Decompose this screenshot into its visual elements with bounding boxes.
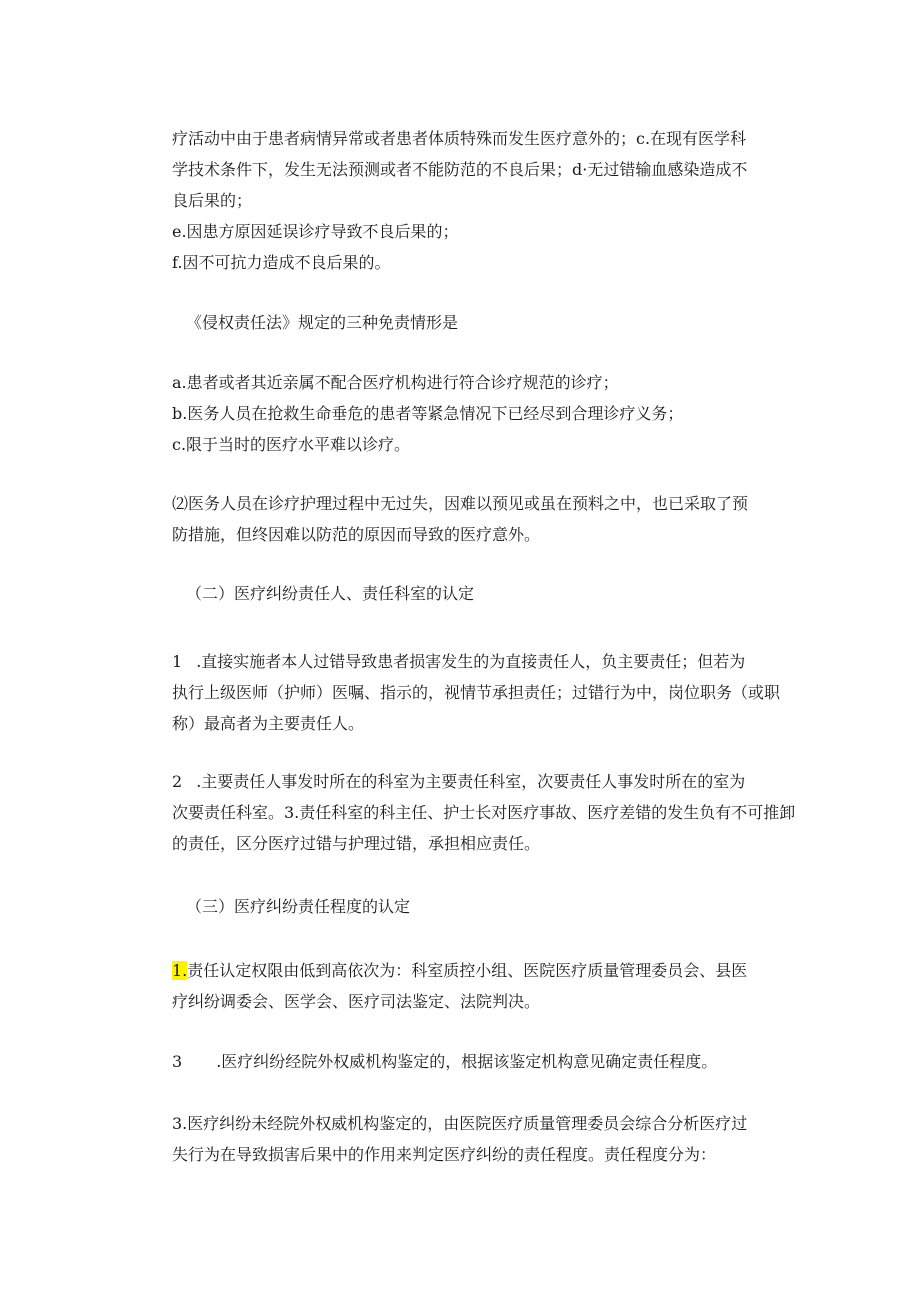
text-line: 3.医疗纠纷未经院外权威机构鉴定的，由医院医疗质量管理委员会综合分析医疗过 bbox=[172, 1114, 748, 1133]
text-line: ⑵医务人员在诊疗护理过程中无过失，因难以预见或虽在预料之中，也已采取了预 bbox=[172, 494, 749, 513]
paragraph-item-1-authority-levels bbox=[172, 955, 792, 1017]
text-line: 1 .直接实施者本人过错导致患者损害发生的为直接责任人，负主要责任；但若为 bbox=[172, 652, 746, 671]
text-line: b.医务人员在抢救生命垂危的患者等紧急情况下已经尽到合理诊疗义务； bbox=[172, 404, 684, 423]
paragraph-item-2-responsible-department bbox=[172, 766, 796, 859]
text-line: c.限于当时的医疗水平难以诊疗。 bbox=[172, 435, 411, 454]
text-line: 疗纠纷调委会、医学会、医疗司法鉴定、法院判决。 bbox=[172, 992, 541, 1011]
text-line: 3 .医疗纠纷经院外权威机构鉴定的，根据该鉴定机构意见确定责任程度。 bbox=[172, 1052, 718, 1071]
text-line: a.患者或者其近亲属不配合医疗机构进行符合诊疗规范的诊疗； bbox=[172, 373, 619, 392]
paragraph-tort-law-exemptions bbox=[172, 367, 792, 460]
list-number: 1 bbox=[172, 652, 183, 671]
paragraph-exemptions-continued bbox=[172, 123, 792, 278]
section-heading-responsible-party: （二）医疗纠纷责任人、责任科室的认定 bbox=[186, 584, 475, 603]
section-heading-responsibility-degree: （三）医疗纠纷责任程度的认定 bbox=[186, 897, 411, 916]
text-line: 失行为在导致损害后果中的作用来判定医疗纠纷的责任程度。责任程度分为： bbox=[172, 1145, 717, 1164]
text-line: 2 .主要责任人事发时所在的科室为主要责任科室，次要责任人事发时所在的室为 bbox=[172, 772, 746, 791]
paragraph-medical-accident bbox=[172, 488, 792, 550]
section-heading-tort-law: 《侵权责任法》规定的三种免责情形是 bbox=[186, 313, 459, 332]
text-line: e.因患方原因延误诊疗导致不良后果的； bbox=[172, 222, 459, 241]
text-line: 称）最高者为主要责任人。 bbox=[172, 714, 365, 733]
paragraph-item-3-internal-appraisal bbox=[172, 1108, 792, 1170]
text-line: f.因不可抗力造成不良后果的。 bbox=[172, 253, 391, 272]
text-line: 1.责任认定权限由低到高依次为：科室质控小组、医院医疗质量管理委员会、县医 bbox=[172, 961, 748, 980]
text-line: 的责任，区分医疗过错与护理过错，承担相应责任。 bbox=[172, 834, 541, 853]
paragraph-item-3-external-appraisal bbox=[172, 1046, 792, 1077]
highlighted-list-number: 1. bbox=[172, 961, 188, 980]
text-line: 疗活动中由于患者病情异常或者患者体质特殊而发生医疗意外的；c.在现有医学科 bbox=[172, 129, 747, 148]
text-line: 防措施，但终因难以防范的原因而导致的医疗意外。 bbox=[172, 525, 541, 544]
list-number: 2 bbox=[172, 772, 183, 791]
list-number: 3 bbox=[172, 1052, 183, 1071]
text-line: 良后果的； bbox=[172, 191, 253, 210]
text-line: 次要责任科室。3.责任科室的科主任、护士长对医疗事故、医疗差错的发生负有不可推卸 bbox=[172, 803, 796, 822]
paragraph-item-1-direct-responsibility bbox=[172, 646, 792, 739]
text-line: 执行上级医师（护师）医嘱、指示的，视情节承担责任；过错行为中，岗位职务（或职 bbox=[172, 683, 781, 702]
text-line: 学技术条件下，发生无法预测或者不能防范的不良后果；d·无过错输血感染造成不 bbox=[172, 160, 748, 179]
